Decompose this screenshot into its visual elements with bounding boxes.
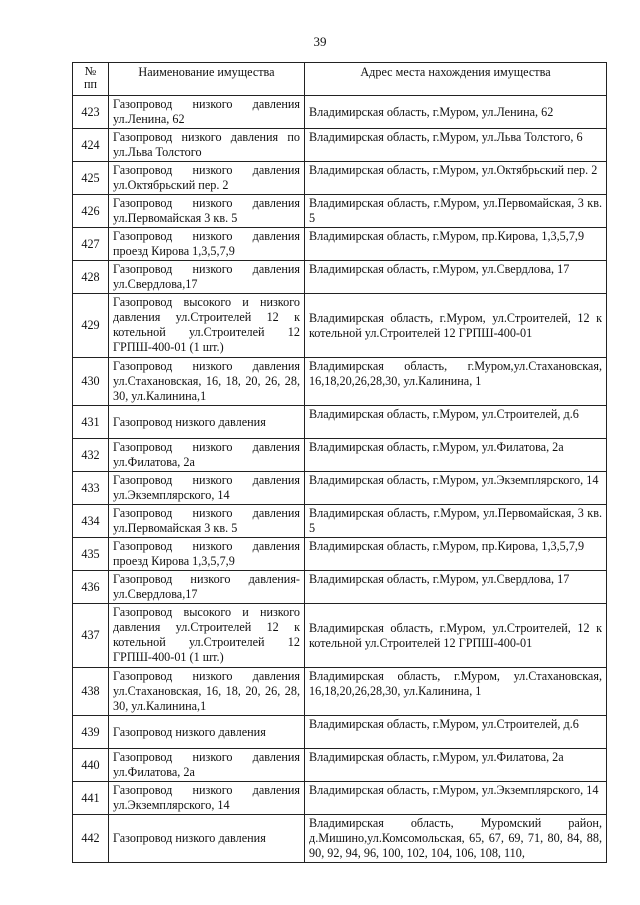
table-row — [73, 716, 607, 749]
property-name: Газопровод низкого давления проезд Кирова 1,3,5,7,9 — [109, 228, 305, 261]
table-header-row — [73, 63, 607, 96]
property-name: Газопровод высокого и низкого давления ул.Строителей 12 к котельной ул.Строителей 12 ГРПШ-400-01 (1 шт.) — [109, 294, 305, 358]
table-row — [73, 505, 607, 538]
property-name: Газопровод низкого давления проезд Кирова 1,3,5,7,9 — [109, 538, 305, 571]
row-number: 431 — [73, 406, 109, 439]
property-name: Газопровод низкого давления по ул.Льва Толстого — [109, 129, 305, 162]
property-name: Газопровод низкого давления-ул.Свердлова,17 — [109, 571, 305, 604]
property-name: Газопровод низкого давления — [109, 815, 305, 863]
row-number: 428 — [73, 261, 109, 294]
row-number: 439 — [73, 716, 109, 749]
property-name: Газопровод высокого и низкого давления ул.Строителей 12 к котельной ул.Строителей 12 ГРПШ-400-01 (1 шт.) — [109, 604, 305, 668]
property-address: Владимирская область, г.Муром,ул.Стахановская, 16,18,20,26,28,30, ул.Калинина, 1 — [305, 358, 607, 406]
property-address: Владимирская область, г.Муром, ул.Октябрьский пер. 2 — [305, 162, 607, 195]
row-number: 432 — [73, 439, 109, 472]
property-name: Газопровод низкого давления ул.Ленина, 62 — [109, 96, 305, 129]
header-name: Наименование имущества — [109, 63, 305, 96]
table-row — [73, 162, 607, 195]
property-address: Владимирская область, г.Муром, пр.Кирова, 1,3,5,7,9 — [305, 228, 607, 261]
table-row — [73, 129, 607, 162]
property-name: Газопровод низкого давления ул.Свердлова,17 — [109, 261, 305, 294]
property-address: Владимирская область, г.Муром, ул.Филатова, 2а — [305, 749, 607, 782]
property-name: Газопровод низкого давления ул.Экземплярского, 14 — [109, 472, 305, 505]
row-number: 435 — [73, 538, 109, 571]
property-name: Газопровод низкого давления ул.Экземплярского, 14 — [109, 782, 305, 815]
table-row — [73, 604, 607, 668]
property-address: Владимирская область, г.Муром, ул.Стахановская, 16,18,20,26,28,30, ул.Калинина, 1 — [305, 668, 607, 716]
row-number: 423 — [73, 96, 109, 129]
property-name: Газопровод низкого давления — [109, 716, 305, 749]
property-table — [72, 62, 607, 863]
property-address: Владимирская область, г.Муром, ул.Первомайская, 3 кв. 5 — [305, 505, 607, 538]
property-name: Газопровод низкого давления ул.Стахановская, 16, 18, 20, 26, 28, 30, ул.Калинина,1 — [109, 668, 305, 716]
table-row — [73, 261, 607, 294]
row-number: 438 — [73, 668, 109, 716]
property-address: Владимирская область, г.Муром, ул.Первомайская, 3 кв. 5 — [305, 195, 607, 228]
header-address: Адрес места нахождения имущества — [305, 63, 607, 96]
table-row — [73, 228, 607, 261]
table-row — [73, 571, 607, 604]
table-row — [73, 406, 607, 439]
table-row — [73, 439, 607, 472]
row-number: 440 — [73, 749, 109, 782]
row-number: 424 — [73, 129, 109, 162]
table-row — [73, 294, 607, 358]
property-address: Владимирская область, г.Муром, ул.Экземплярского, 14 — [305, 472, 607, 505]
property-address: Владимирская область, г.Муром, ул.Экземплярского, 14 — [305, 782, 607, 815]
row-number: 434 — [73, 505, 109, 538]
row-number: 429 — [73, 294, 109, 358]
table-body — [73, 96, 607, 863]
property-address: Владимирская область, г.Муром, ул.Строителей, д.6 — [305, 406, 607, 439]
row-number: 437 — [73, 604, 109, 668]
row-number: 441 — [73, 782, 109, 815]
property-address: Владимирская область, г.Муром, ул.Льва Толстого, 6 — [305, 129, 607, 162]
row-number: 425 — [73, 162, 109, 195]
property-address: Владимирская область, г.Муром, ул.Ленина, 62 — [305, 96, 607, 129]
row-number: 442 — [73, 815, 109, 863]
table-row — [73, 668, 607, 716]
property-address: Владимирская область, г.Муром, ул.Строителей, 12 к котельной ул.Строителей 12 ГРПШ-400-01 — [305, 294, 607, 358]
property-name: Газопровод низкого давления ул.Октябрьский пер. 2 — [109, 162, 305, 195]
table-row — [73, 96, 607, 129]
row-number: 436 — [73, 571, 109, 604]
table-row — [73, 195, 607, 228]
page-number: 39 — [313, 34, 327, 49]
property-name: Газопровод низкого давления ул.Первомайская 3 кв. 5 — [109, 195, 305, 228]
row-number: 427 — [73, 228, 109, 261]
property-name: Газопровод низкого давления ул.Первомайская 3 кв. 5 — [109, 505, 305, 538]
table-row — [73, 538, 607, 571]
row-number: 433 — [73, 472, 109, 505]
property-address: Владимирская область, г.Муром, ул.Свердлова, 17 — [305, 261, 607, 294]
property-name: Газопровод низкого давления — [109, 406, 305, 439]
row-number: 426 — [73, 195, 109, 228]
property-name: Газопровод низкого давления ул.Филатова, 2а — [109, 439, 305, 472]
table-row — [73, 358, 607, 406]
property-address: Владимирская область, г.Муром, пр.Кирова, 1,3,5,7,9 — [305, 538, 607, 571]
property-address: Владимирская область, г.Муром, ул.Строителей, 12 к котельной ул.Строителей 12 ГРПШ-400-01 — [305, 604, 607, 668]
property-name: Газопровод низкого давления ул.Стахановская, 16, 18, 20, 26, 28, 30, ул.Калинина,1 — [109, 358, 305, 406]
table-row — [73, 749, 607, 782]
table-row — [73, 472, 607, 505]
table-row — [73, 782, 607, 815]
property-address: Владимирская область, г.Муром, ул.Строителей, д.6 — [305, 716, 607, 749]
property-name: Газопровод низкого давления ул.Филатова, 2а — [109, 749, 305, 782]
header-number: № пп — [73, 63, 109, 96]
property-address: Владимирская область, Муромский район, д.Мишино,ул.Комсомольская, 65, 67, 69, 71, 80, 84, 88, 90, 92, 94, 96, 100, 102, 104, 106, 108, 110, — [305, 815, 607, 863]
row-number: 430 — [73, 358, 109, 406]
property-address: Владимирская область, г.Муром, ул.Филатова, 2а — [305, 439, 607, 472]
property-address: Владимирская область, г.Муром, ул.Свердлова, 17 — [305, 571, 607, 604]
table-row — [73, 815, 607, 863]
